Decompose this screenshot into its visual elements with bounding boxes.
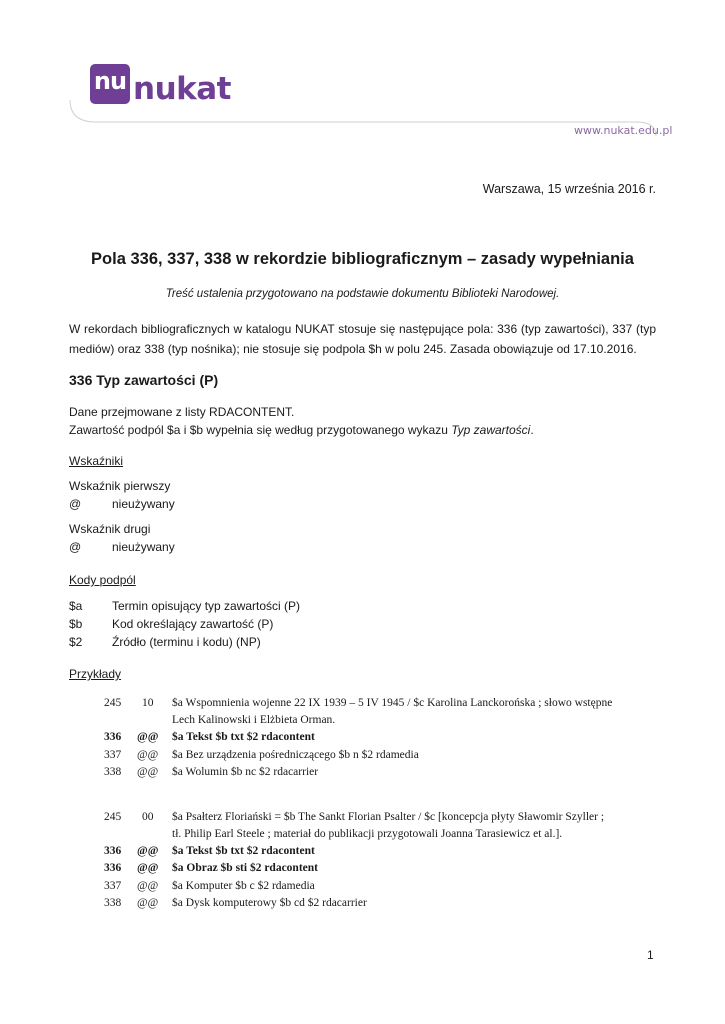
content-note-prefix: Zawartość podpól $a i $b wypełnia się według przygotowanego wykazu [69,423,452,437]
example-ind: 10 [142,697,154,709]
example-text: Lech Kalinowski i Elżbieta Orman. [172,714,336,726]
codes-heading: Kody podpól [69,573,136,587]
site-url[interactable]: www.nukat.edu.pl [574,124,673,137]
example-ind: @@ [137,845,159,857]
subtitle: Treść ustalenia przygotowano na podstawie dokumentu Biblioteki Narodowej. [165,288,560,300]
code-symbol: $a [69,599,83,613]
date-line: Warszawa, 15 września 2016 r. [482,182,656,196]
page-title: Pola 336, 337, 338 w rekordzie bibliograficznym – zasady wypełniania [91,250,634,268]
indicator-first-symbol: @ [69,497,82,511]
indicator-first-value: nieużywany [112,497,175,511]
example-text: tł. Philip Earl Steele ; materiał do publikacji przygotowali Joanna Tarasiewicz et al.]. [172,828,563,840]
example-text: $a Bez urządzenia pośredniczącego $b n $2 rdamedia [172,749,419,761]
content-note-suffix: . [530,423,534,437]
rdacontent-note: Dane przejmowane z listy RDACONTENT. [69,405,295,419]
intro-paragraph: W rekordach bibliograficznych w katalogu NUKAT stosuje się następujące pola: 336 (typ zawartości), 337 (typ mediów) oraz 338 (typ nośnika); nie stosuje się podpola $h w polu 245. Zasada obowiązuje od 17.10.2016. [69,322,656,356]
indicator-second-symbol: @ [69,540,82,554]
example-tag: 336 [104,862,122,874]
code-symbol: $b [69,617,83,631]
logo-mark: nu [90,64,130,104]
example-ind: @@ [137,766,159,778]
example-tag: 336 [104,731,122,743]
examples-heading: Przykłady [69,667,122,681]
indicator-second-value: nieużywany [112,540,175,554]
example-tag: 245 [104,811,122,823]
header-divider-curve [66,100,660,140]
example-ind: 00 [142,811,154,823]
example-ind: @@ [137,880,159,892]
example-ind: @@ [137,897,159,909]
example-text: $a Wspomnienia wojenne 22 IX 1939 – 5 IV 1945 / $c Karolina Lanckorońska ; słowo wstępne [172,697,613,709]
example-tag: 336 [104,845,122,857]
example-ind: @@ [137,862,159,874]
section-heading: 336 Typ zawartości (P) [69,372,219,388]
example-text: $a Tekst $b txt $2 rdacontent [172,731,315,743]
page-number: 1 [647,948,654,962]
example-text: $a Tekst $b txt $2 rdacontent [172,845,315,857]
indicators-heading: Wskaźniki [69,454,124,468]
code-description: Źródło (terminu i kodu) (NP) [112,635,261,649]
example-text: $a Wolumin $b nc $2 rdacarrier [172,766,319,778]
example-tag: 245 [104,697,122,709]
content-note-italic: Typ zawartości [451,423,531,437]
example-tag: 338 [104,766,122,778]
example-text: $a Obraz $b sti $2 rdacontent [172,862,318,874]
indicator-second-label: Wskaźnik drugi [69,522,151,536]
example-ind: @@ [137,731,159,743]
example-tag: 338 [104,897,122,909]
example-tag: 337 [104,749,122,761]
code-symbol: $2 [69,635,83,649]
example-tag: 337 [104,880,122,892]
code-description: Kod określający zawartość (P) [112,617,274,631]
logo-text: nukat [133,71,231,107]
content-note [69,423,534,437]
code-description: Termin opisujący typ zawartości (P) [112,599,301,613]
example-ind: @@ [137,749,159,761]
example-text: $a Komputer $b c $2 rdamedia [172,880,315,892]
example-text: $a Psałterz Floriański = $b The Sankt Florian Psalter / $c [koncepcja płyty Sławomir Szyller ; [172,811,605,823]
indicator-first-label: Wskaźnik pierwszy [69,479,171,493]
example-text: $a Dysk komputerowy $b cd $2 rdacarrier [172,897,367,909]
